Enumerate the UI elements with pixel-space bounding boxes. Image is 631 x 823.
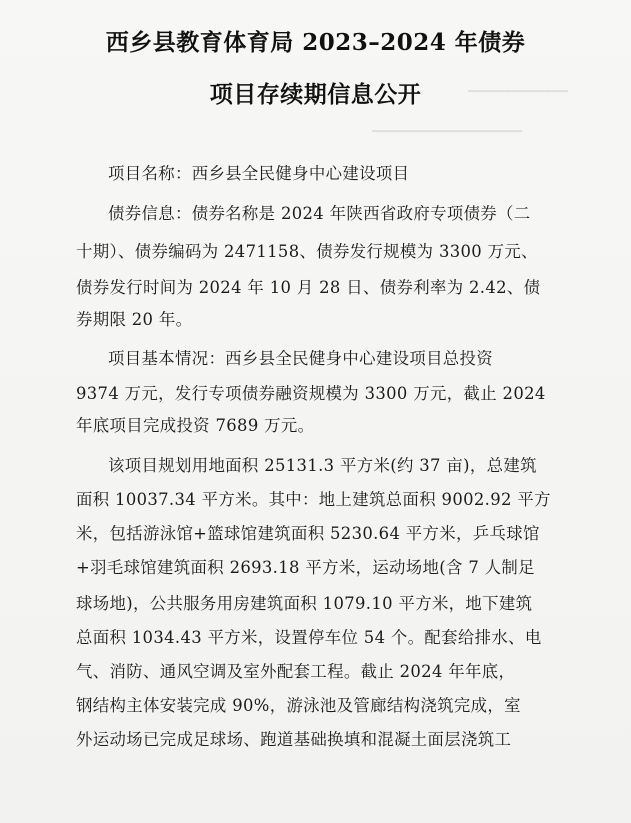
bleed-through-mark: ▁▁▁▁▁▁▁▁▁▁▁▁▁▁▁ bbox=[372, 118, 522, 133]
bond-info-line: 债券发行时间为 2024 年 10 月 28 日、债券利率为 2.42、债 bbox=[76, 278, 541, 297]
document-title-line-2: 项目存续期信息公开 bbox=[209, 81, 422, 108]
document-title-line-1: 西乡县教育体育局 2023–2024 年债券 bbox=[105, 29, 526, 56]
project-detail-line: 米，包括游泳馆+篮球馆建筑面积 5230.64 平方米，乒乓球馆 bbox=[76, 524, 540, 543]
project-detail-line: 球场地)，公共服务用房建筑面积 1079.10 平方米，地下建筑 bbox=[76, 594, 533, 613]
project-detail-line: 气、消防、通风空调及室外配套工程。截止 2024 年年底， bbox=[76, 662, 516, 681]
bond-info-line: 券期限 20 年。 bbox=[76, 310, 193, 329]
project-detail-line: 外运动场已完成足球场、跑道基础换填和混凝土面层浇筑工 bbox=[76, 730, 512, 749]
project-basic-info-line: 年底项目完成投资 7689 万元。 bbox=[76, 416, 315, 435]
bleed-through-mark: ▁▁▁▁▁▁▁▁▁▁ bbox=[468, 78, 568, 93]
project-detail-line: 总面积 1034.43 平方米，设置停车位 54 个。配套给排水、电 bbox=[76, 628, 542, 647]
project-basic-info-line: 项目基本情况：西乡县全民健身中心建设项目总投资 bbox=[108, 349, 494, 368]
bond-info-line: 债券信息：债券名称是 2024 年陕西省政府专项债券（二 bbox=[108, 204, 531, 223]
project-detail-line: 该项目规划用地面积 25131.3 平方米(约 37 亩)，总建筑 bbox=[108, 456, 537, 475]
project-detail-line: +羽毛球馆建筑面积 2693.18 平方米，运动场地(含 7 人制足 bbox=[76, 558, 535, 577]
bond-info-line: 十期）、债券编码为 2471158、债券发行规模为 3300 万元、 bbox=[76, 242, 538, 261]
project-basic-info-line: 9374 万元，发行专项债券融资规模为 3300 万元，截止 2024 bbox=[76, 384, 546, 403]
project-name-line: 项目名称：西乡县全民健身中心建设项目 bbox=[108, 164, 410, 183]
project-detail-line: 面积 10037.34 平方米。其中：地上建筑总面积 9002.92 平方 bbox=[76, 490, 551, 509]
project-detail-line: 钢结构主体安装完成 90%，游泳池及管廊结构浇筑完成，室 bbox=[76, 696, 521, 715]
